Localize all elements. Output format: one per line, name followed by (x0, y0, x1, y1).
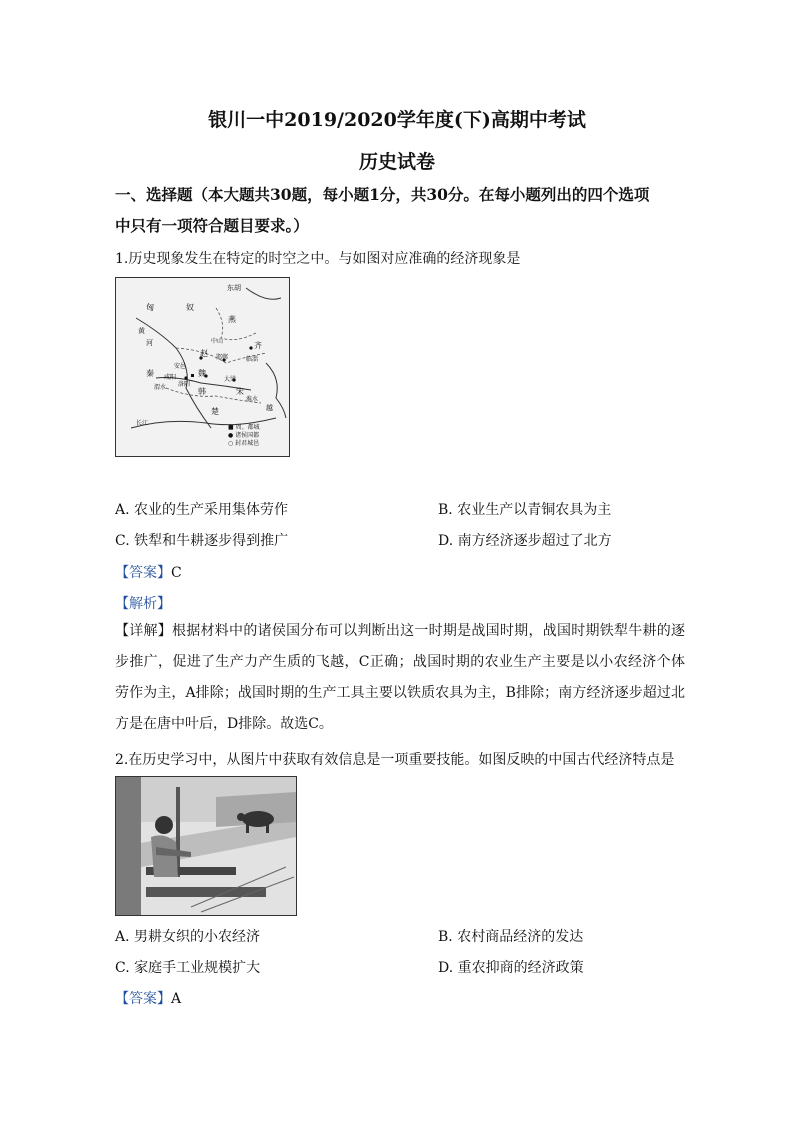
q1-stem: 1.历史现象发生在特定的时空之中。与如图对应准确的经济现象是 (115, 251, 521, 267)
map-label: 洛阳 (178, 381, 191, 388)
map-illustration (116, 278, 289, 456)
map-legend (228, 424, 260, 448)
q1-option-c[interactable]: C. 铁犁和牛耕逐步得到推广 (115, 533, 289, 549)
map-label: 邯郸 (216, 354, 229, 361)
detail-tag: 【详解】 (115, 623, 173, 639)
exam-subtitle: 历史试卷 (358, 151, 435, 173)
answer-value: C (171, 565, 182, 581)
map-label: 魏 (198, 369, 206, 378)
map-label: 匈 (146, 303, 154, 312)
map-label: 赵 (200, 349, 208, 358)
map-legend-item: ■ 周、都城 (228, 424, 260, 431)
q2-option-c[interactable]: C. 家庭手工业规模扩大 (115, 960, 261, 976)
map-label: 临淄 (246, 356, 259, 363)
illustration-image (116, 777, 296, 915)
map-label: 河 (146, 339, 153, 347)
q1-warring-states-map (115, 277, 290, 457)
q1-analysis-tag: 【解析】 (115, 596, 171, 612)
q1-answer (115, 562, 182, 582)
map-label: 大梁 (224, 376, 237, 383)
map-label: 长江 (136, 420, 149, 427)
answer-tag: 【答案】 (115, 991, 171, 1007)
q2-stem: 2.在历史学习中，从图片中获取有效信息是一项重要技能。如图反映的中国古代经济特点是 (115, 752, 675, 768)
map-label: 渭水 (154, 384, 167, 391)
map-label: 楚 (211, 407, 219, 416)
map-label: 秦 (146, 369, 154, 378)
q2-option-a[interactable]: A. 男耕女织的小农经济 (115, 929, 261, 945)
map-label: 咸阳 (164, 374, 177, 381)
map-label: 宋 (236, 387, 244, 396)
section-heading-line1: 一、选择题（本大题共30题，每小题1分，共30分。在每小题列出的四个选项 (115, 185, 650, 204)
q1-option-d[interactable]: D. 南方经济逐步超过了北方 (438, 533, 612, 549)
map-label: 燕 (228, 315, 236, 324)
q2-option-d[interactable]: D. 重农抑商的经济政策 (438, 960, 584, 976)
section-heading-line2: 中只有一项符合题目要求。） (115, 216, 309, 235)
map-label: 越 (266, 404, 273, 412)
map-label: 韩 (198, 387, 206, 396)
map-label: 齐 (254, 341, 262, 350)
answer-tag: 【答案】 (115, 565, 171, 581)
q1-detail (115, 616, 685, 740)
answer-value: A (171, 991, 182, 1007)
map-label: 黄 (138, 327, 145, 335)
map-label: 中山 (211, 338, 224, 345)
map-label: 东胡 (227, 284, 241, 292)
map-label: 安邑 (174, 363, 187, 370)
exam-title: 银川一中2019/2020学年度(下)高期中考试 (208, 109, 586, 131)
map-legend-item: ● 诸侯国都 (228, 432, 260, 439)
q2-option-b[interactable]: B. 农村商品经济的发达 (438, 929, 584, 945)
q2-answer (115, 988, 181, 1008)
map-legend-item: ○ 封君城邑 (228, 440, 260, 447)
map-label: 奴 (186, 303, 194, 312)
detail-text: 根据材料中的诸侯国分布可以判断出这一时期是战国时期，战国时期铁犁牛耕的逐步推广，促进了生产力产生质的飞越，C正确；战国时期的农业生产主要是以小农经济个体劳作为主，A排除；战国时期的生产工具主要以铁质农具为主，B排除；南方经济逐步超过北方是在唐中叶后，D排除。故选C。 (115, 623, 686, 732)
q2-farming-weaving-picture (115, 776, 297, 916)
q1-option-b[interactable]: B. 农业生产以青铜农具为主 (438, 502, 612, 518)
q1-option-a[interactable]: A. 农业的生产采用集体劳作 (115, 502, 289, 518)
map-label: 淮水 (246, 396, 259, 403)
